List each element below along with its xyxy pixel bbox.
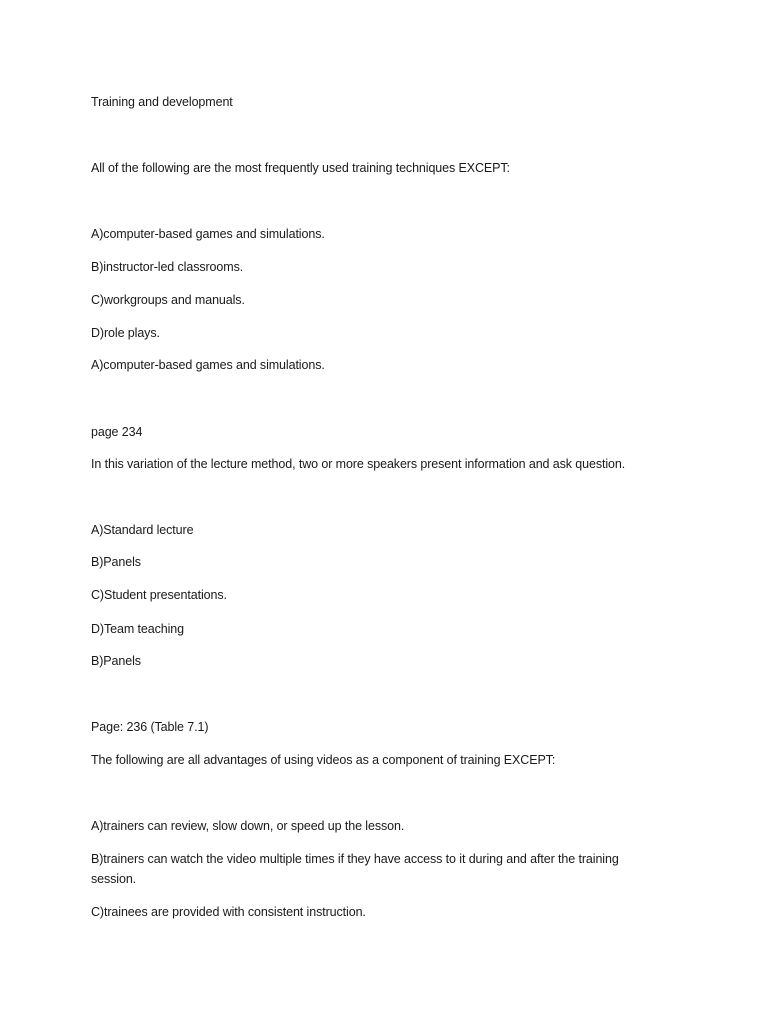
q3-option-c: C)trainees are provided with consistent instruction. [91,905,366,919]
q2-option-a: A)Standard lecture [91,523,194,537]
q2-answer: B)Panels [91,654,141,668]
question-3: The following are all advantages of using videos as a component of training EXCEPT: [91,753,556,767]
q2-option-b: B)Panels [91,555,141,569]
q3-reference: Page: 236 (Table 7.1) [91,720,209,734]
q2-reference: page 234 [91,425,143,439]
q2-option-d: D)Team teaching [91,622,184,636]
q3-option-b: B)trainers can watch the video multiple times if they have access to it during and after the training session. [91,852,619,886]
q1-option-d: D)role plays. [91,326,160,340]
q1-option-c: C)workgroups and manuals. [91,293,245,307]
question-2: In this variation of the lecture method, two or more speakers present information and ask question. [91,457,626,471]
q1-option-a: A)computer-based games and simulations. [91,227,325,241]
question-1: All of the following are the most frequently used training techniques EXCEPT: [91,161,510,175]
document-title: Training and development [91,95,233,109]
q1-option-b: B)instructor-led classrooms. [91,260,244,274]
q2-option-c: C)Student presentations. [91,588,227,602]
q1-answer: A)computer-based games and simulations. [91,358,325,372]
q3-option-a: A)trainers can review, slow down, or speed up the lesson. [91,819,405,833]
